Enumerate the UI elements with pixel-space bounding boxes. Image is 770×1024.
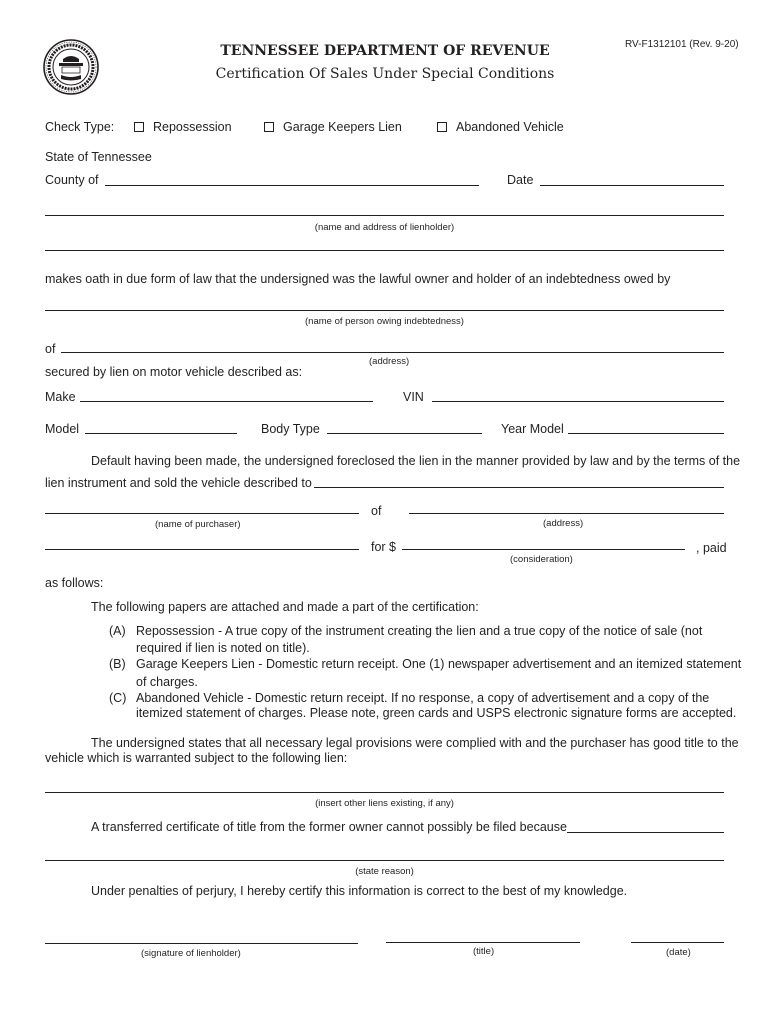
transfer-reason-field[interactable] (567, 832, 724, 833)
title-caption: (title) (473, 946, 495, 957)
abandoned-vehicle-checkbox[interactable] (437, 122, 447, 132)
consideration-caption: (consideration) (510, 554, 573, 565)
purchaser-of-label: of (371, 504, 382, 518)
model-label: Model (45, 422, 80, 436)
consideration-field[interactable] (402, 549, 685, 550)
item-b-line1: Garage Keepers Lien - Domestic return receipt. One (1) newspaper advertisement and an itemized statement (136, 657, 742, 671)
body-type-field[interactable] (327, 433, 482, 434)
debtor-caption: (name of person owing indebtedness) (305, 316, 464, 327)
repossession-label: Repossession (153, 120, 232, 134)
model-field[interactable] (85, 433, 237, 434)
vin-label: VIN (403, 390, 424, 404)
date-label: Date (507, 173, 534, 187)
address-caption: (address) (369, 356, 410, 367)
of-label: of (45, 342, 56, 356)
debtor-address-field[interactable] (61, 352, 724, 353)
make-field[interactable] (80, 401, 373, 402)
garage-keepers-lien-checkbox[interactable] (264, 122, 274, 132)
purchaser-address-caption: (address) (543, 518, 584, 529)
purchaser-caption: (name of purchaser) (155, 519, 241, 530)
state-label: State of Tennessee (45, 150, 152, 164)
default-text-2: lien instrument and sold the vehicle described to (45, 476, 312, 490)
default-text-1: Default having been made, the undersigned foreclosed the lien in the manner provided by law and by the terms of the (91, 454, 741, 468)
liens-caption: (insert other liens existing, if any) (315, 798, 454, 809)
county-field[interactable] (105, 185, 479, 186)
paid-label: , paid (696, 541, 727, 555)
state-reason-caption: (state reason) (355, 866, 414, 877)
body-type-label: Body Type (261, 422, 320, 436)
other-liens-field[interactable] (45, 792, 724, 793)
legal-text-1: The undersigned states that all necessary legal provisions were complied with and the purchaser has good title to the (91, 736, 739, 750)
date-field[interactable] (540, 185, 724, 186)
county-label: County of (45, 173, 99, 187)
item-a-line2: required if lien is noted on title). (136, 641, 310, 655)
item-a-letter: (A) (109, 624, 126, 638)
debtor-name-field[interactable] (45, 310, 724, 311)
signature-field[interactable] (45, 943, 358, 944)
item-b-letter: (B) (109, 657, 126, 671)
year-model-field[interactable] (568, 433, 724, 434)
make-label: Make (45, 390, 76, 404)
transfer-text: A transferred certificate of title from the former owner cannot possibly be filed because (91, 820, 567, 834)
item-a-line1: Repossession - A true copy of the instrument creating the lien and a true copy of the notice of sale (not (136, 624, 703, 638)
lienholder-field-2[interactable] (45, 250, 724, 251)
purchaser-name-field-2[interactable] (45, 549, 359, 550)
state-reason-field[interactable] (45, 860, 724, 861)
repossession-checkbox[interactable] (134, 122, 144, 132)
item-b-line2: of charges. (136, 675, 198, 689)
secured-text: secured by lien on motor vehicle described as: (45, 365, 303, 379)
form-number: RV-F1312101 (Rev. 9-20) (625, 39, 739, 50)
date-signed-field[interactable] (631, 942, 724, 943)
garage-keepers-lien-label: Garage Keepers Lien (283, 120, 402, 134)
perjury-text: Under penalties of perjury, I hereby certify this information is correct to the best of my knowledge. (91, 884, 628, 898)
title-field[interactable] (386, 942, 580, 943)
department-title: TENNESSEE DEPARTMENT OF REVENUE (220, 43, 550, 59)
vin-field[interactable] (432, 401, 724, 402)
purchaser-address-field[interactable] (409, 513, 724, 514)
for-label: for $ (371, 540, 397, 554)
signature-caption: (signature of lienholder) (141, 948, 241, 959)
lienholder-field[interactable] (45, 215, 724, 216)
check-type-label: Check Type: (45, 120, 115, 134)
as-follows: as follows: (45, 576, 104, 590)
papers-intro: The following papers are attached and made a part of the certification: (91, 600, 479, 614)
form-title: Certification Of Sales Under Special Conditions (215, 66, 555, 82)
item-c-letter: (C) (109, 691, 127, 705)
item-c-line2: itemized statement of charges. Please note, green cards and USPS electronic signature forms are accepted. (136, 706, 737, 720)
year-model-label: Year Model (501, 422, 564, 436)
lienholder-caption: (name and address of lienholder) (314, 222, 455, 233)
abandoned-vehicle-label: Abandoned Vehicle (456, 120, 564, 134)
item-c-line1: Abandoned Vehicle - Domestic return receipt. If no response, a copy of advertisement and a copy of the (136, 691, 710, 705)
date-caption: (date) (666, 947, 691, 958)
oath-text: makes oath in due form of law that the undersigned was the lawful owner and holder of an indebtedness owed by (45, 272, 671, 286)
purchaser-name-field[interactable] (45, 513, 359, 514)
sold-to-field[interactable] (314, 487, 724, 488)
legal-text-2: vehicle which is warranted subject to the following lien: (45, 751, 348, 765)
